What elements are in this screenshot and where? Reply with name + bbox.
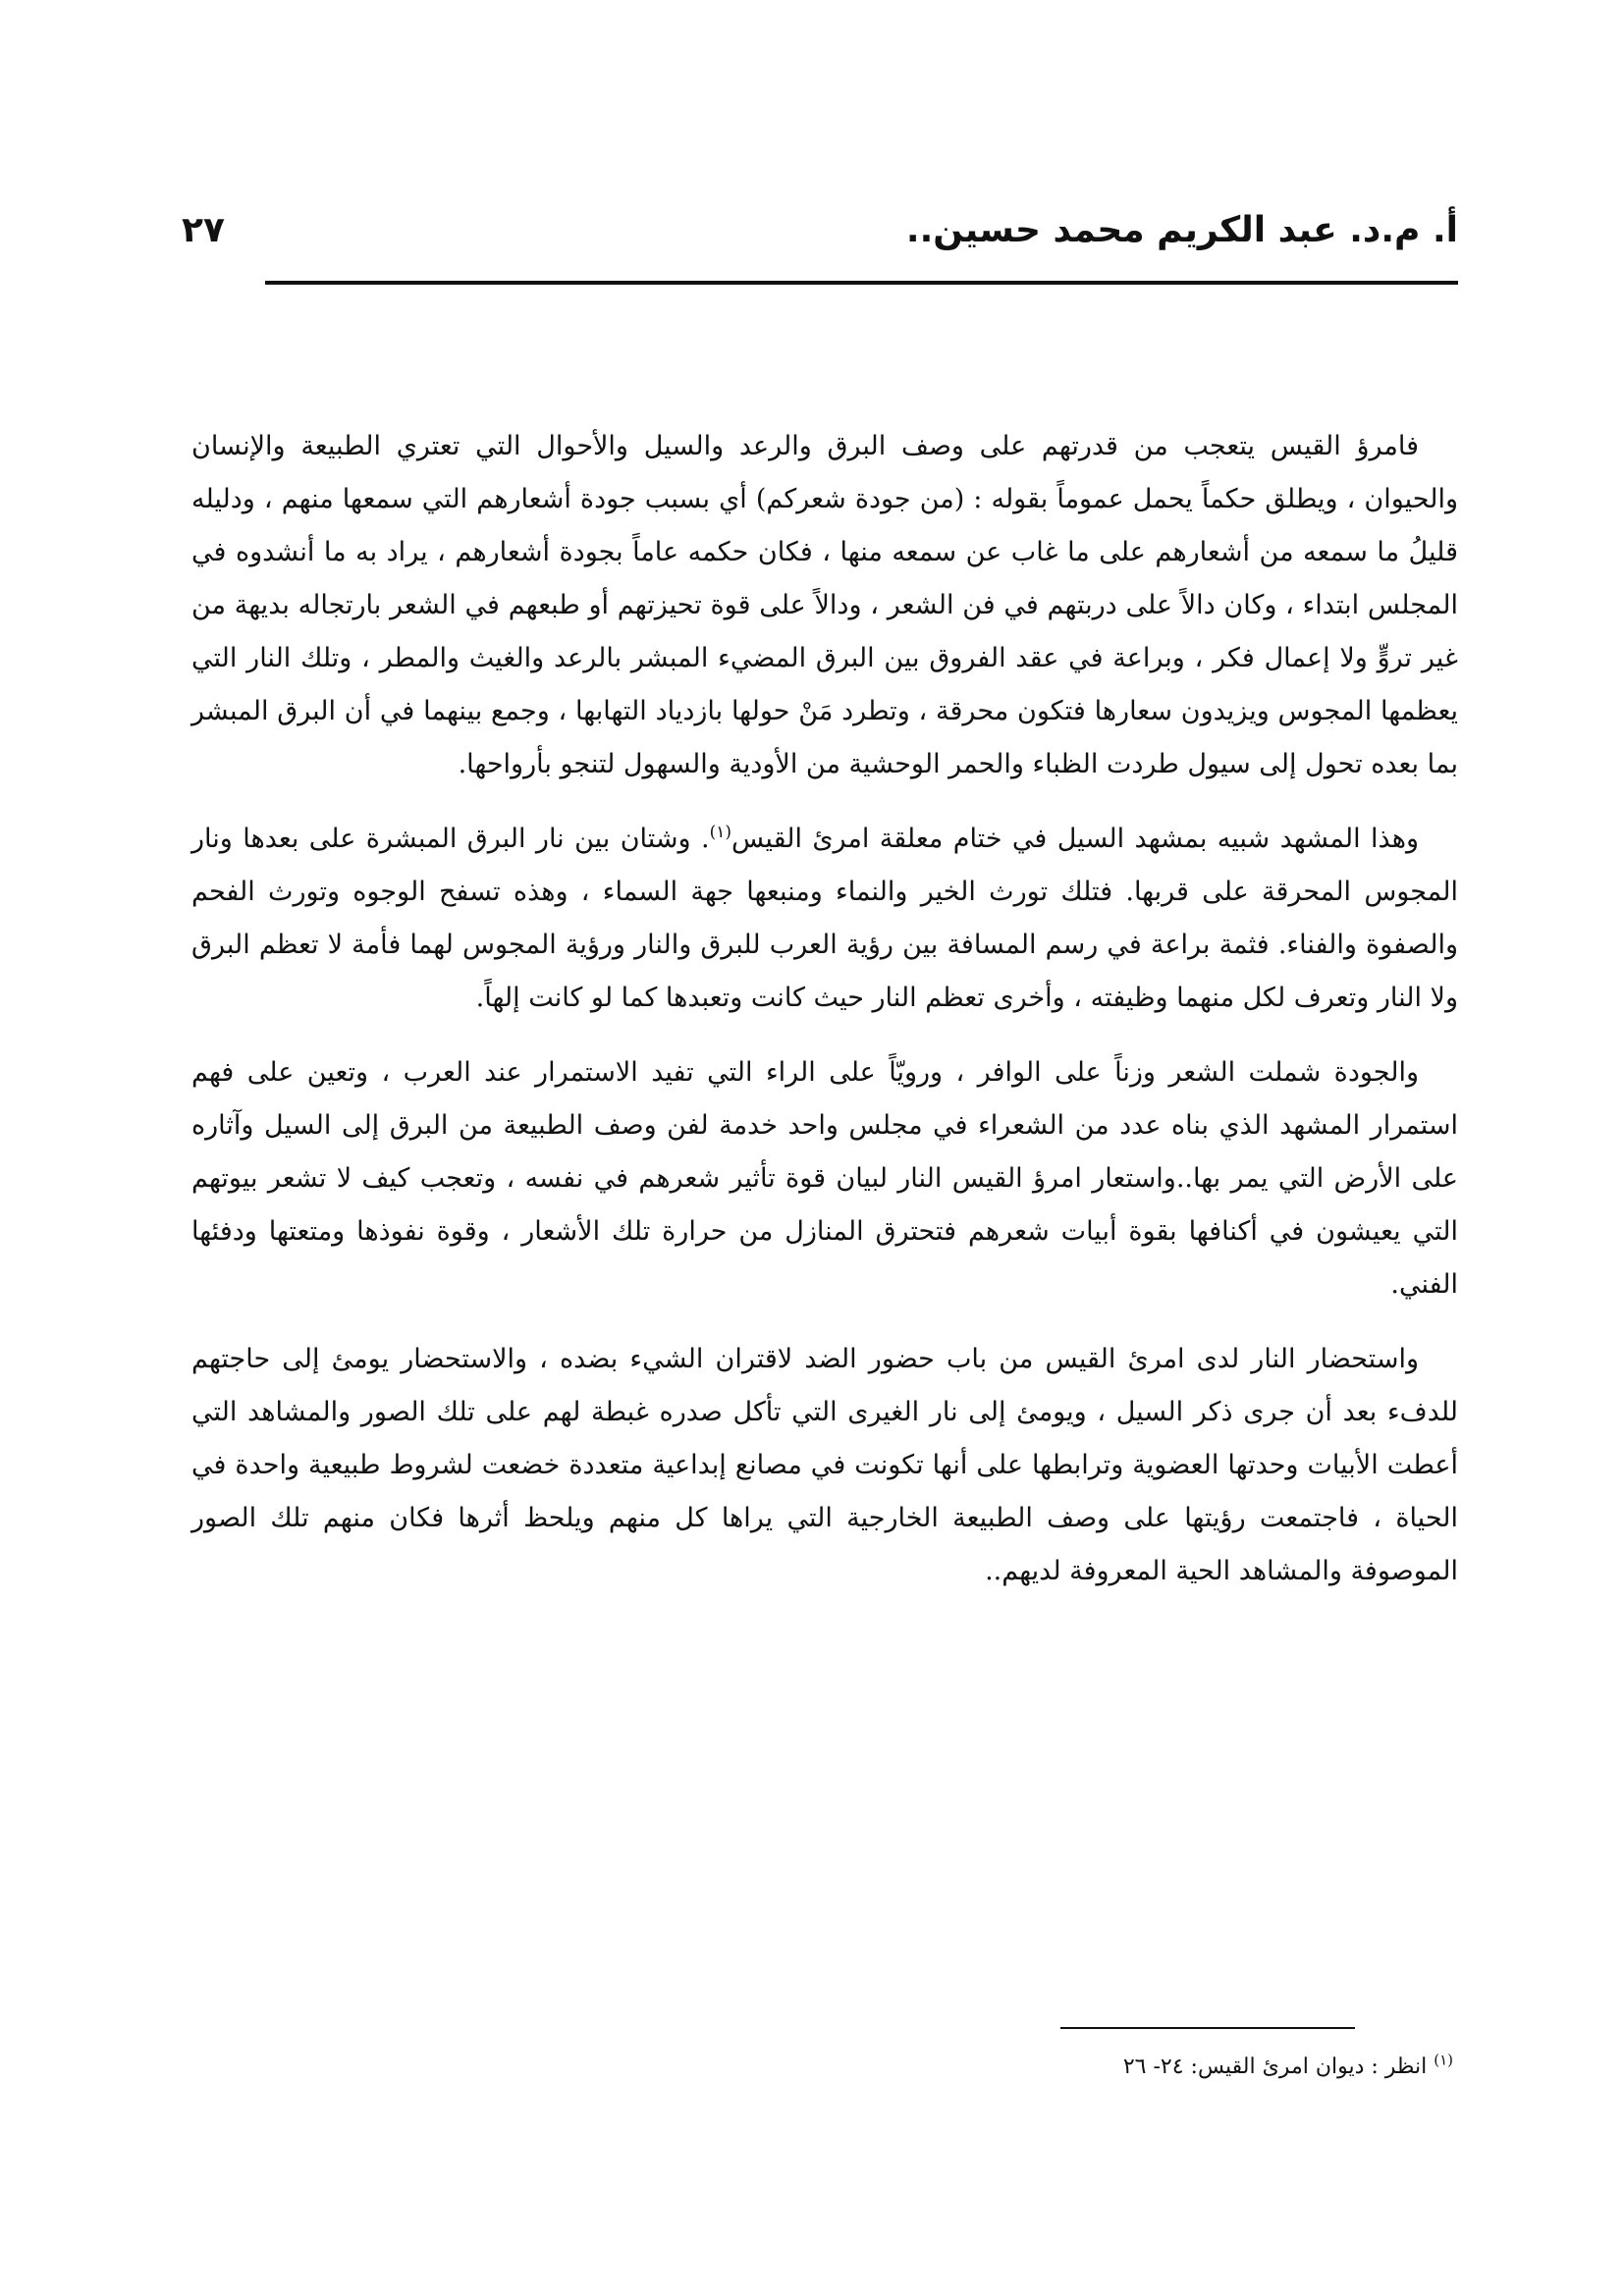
footnote-marker: (١)	[1434, 2051, 1453, 2069]
paragraph-3: والجودة شملت الشعر وزناً على الوافر ، ورويّاً على الراء التي تفيد الاستمرار عند العرب ، وتعين على فهم استمرار المشهد الذي بناه عدد من الشعراء في مجلس واحد خدمة لفن وصف الطبيعة من البرق إلى السيل وآثاره على الأرض التي يمر بها..واستعار امرؤ القيس النار لبيان قوة تأثير شعرهم في نفسه ، وتعجب كيف لا تشعر بيوتهم التي يعيشون في أكنافها بقوة أبيات شعرهم فتحترق المنازل من حرارة تلك الأشعار ، وقوة نفوذها ومتعتها ودفئها الفني.	[191, 1057, 1458, 1300]
paragraph-2-text-before: وهذا المشهد شبيه بمشهد السيل في ختام معلقة امرئ القيس	[731, 824, 1419, 854]
paragraph-1: فامرؤ القيس يتعجب من قدرتهم على وصف البرق والرعد والسيل والأحوال التي تعتري الطبيعة والإنسان والحيوان ، ويطلق حكماً يحمل عموماً بقوله : (من جودة شعركم) أي بسبب جودة أشعارهم التي سمعها منهم ، ودليله قليلُ ما سمعه من أشعارهم على ما غاب عن سمعه منها ، فكان حكمه عاماً بجودة أشعارهم ، يراد به ما أنشدوه في المجلس ابتداء ، وكان دالاً على دربتهم في فن الشعر ، ودالاً على قوة تحيزتهم أو طبعهم في الشعر بارتجاله بديهة من غير تروٍّ ولا إعمال فكر ، وبراعة في عقد الفروق بين البرق المضيء المبشر بالرعد والغيث والمطر ، وتلك النار التي يعظمها المجوس ويزيدون سعارها فتكون محرقة ، وتطرد مَنْ حولها بازدياد التهابها ، وجمع بينهما في أن البرق المبشر بما بعده تحول إلى سيول طردت الظباء والحمر الوحشية من الأودية والسهول لتنجو بأرواحها.	[191, 431, 1458, 779]
paragraph-2-text-after: . وشتان بين نار البرق المبشرة على بعدها ونار المجوس المحرقة على قربها. فتلك تورث الخير والنماء ومنبعها جهة السماء ، وهذه تسفح الوجوه وتورث الفحم والصفوة والفناء. فثمة براعة في رسم المسافة بين رؤية العرب للبرق والنار ورؤية المجوس لهما فأمة لا تعظم البرق ولا النار وتعرف لكل منهما وظيفته ، وأخرى تعظم النار حيث كانت وتعبدها كما لو كانت إلهاً.	[191, 824, 1458, 1013]
footnote-reference[interactable]: (١)	[709, 823, 731, 842]
footnote	[687, 2048, 1453, 2087]
body-text	[191, 420, 1458, 1620]
footnote-divider	[1060, 2027, 1355, 2029]
paragraph-4: واستحضار النار لدى امرئ القيس من باب حضور الضد لاقتران الشيء بضده ، والاستحضار يومئ إلى حاجتهم للدفء بعد أن جرى ذكر السيل ، ويومئ إلى نار الغيرى التي تأكل صدره غبطة لهم على تلك الصور والمشاهد التي أعطت الأبيات وحدتها العضوية وترابطها على أنها تكونت في مصانع إبداعية متعددة خضعت لشروط طبيعية واحدة في الحياة ، فاجتمعت رؤيتها على وصف الطبيعة الخارجية التي يراها كل منهم ويلحظ أثرها فكان منهم تلك الصور الموصوفة والمشاهد الحية المعروفة لديهم..	[191, 1344, 1458, 1586]
header-divider	[265, 281, 1458, 285]
page-header	[182, 201, 1458, 260]
footnote-text: انظر : ديوان امرئ القيس: ٢٤- ٢٦	[1122, 2055, 1428, 2079]
page-number: ٢٧	[182, 210, 225, 250]
header-author-title: أ. م.د. عبد الكريم محمد حسين..	[905, 210, 1458, 250]
paragraph-2	[191, 813, 1458, 1025]
